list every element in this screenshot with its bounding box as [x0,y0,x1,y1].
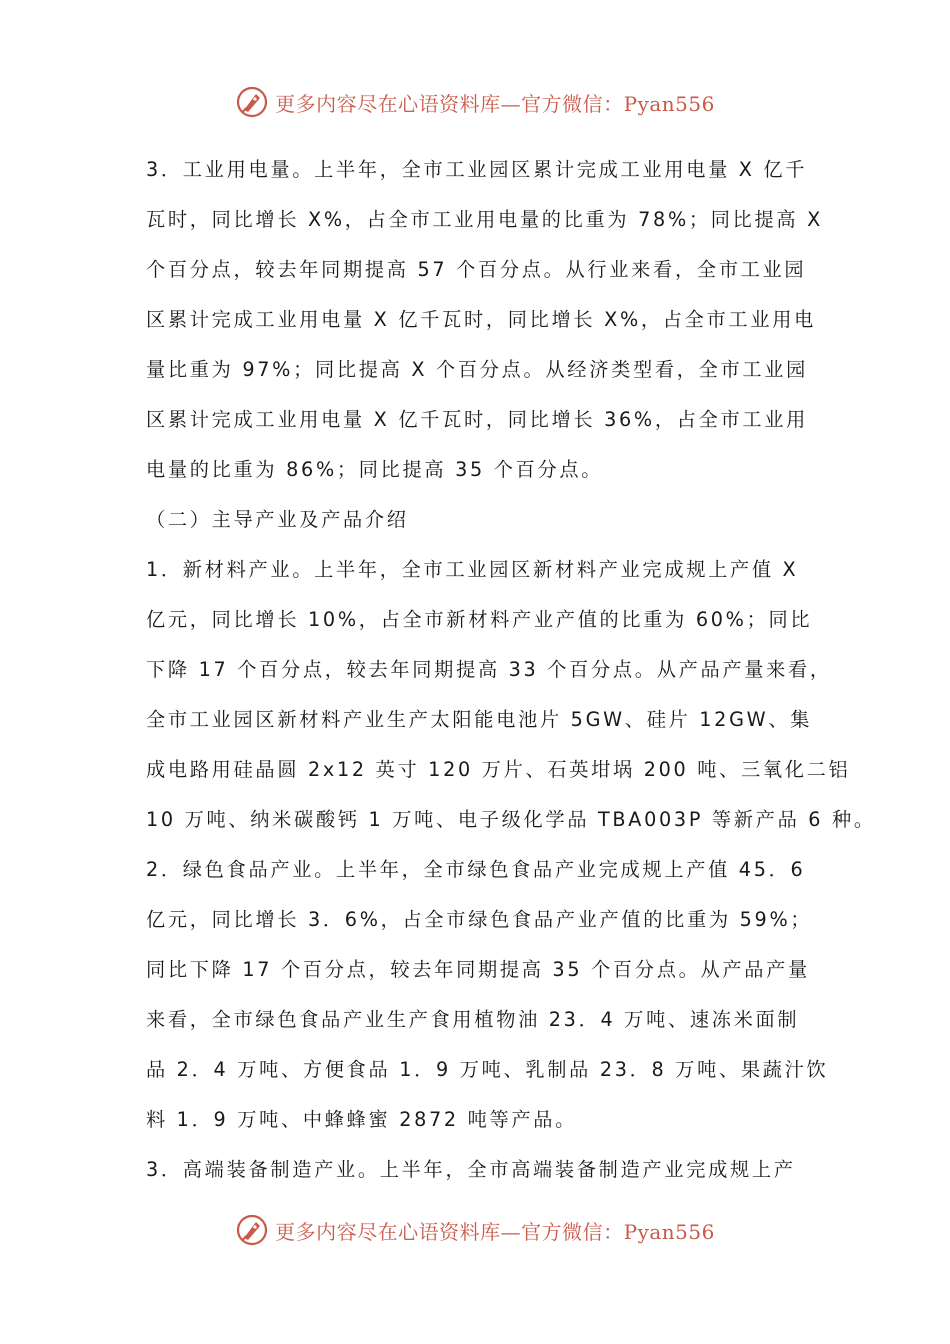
text-line: 亿元，同比增长 3．6%，占全市绿色食品产业产值的比重为 59%； [146,908,813,931]
watermark-group [235,1213,715,1247]
text-line: 电量的比重为 86%；同比提高 35 个百分点。 [146,458,604,481]
text-line: 3．高端装备制造产业。上半年，全市高端装备制造产业完成规上产 [146,1158,796,1181]
pen-nib-circle-icon [235,85,269,119]
pen-nib-circle-icon [235,1213,269,1247]
text-line: 料 1．9 万吨、中蜂蜂蜜 2872 吨等产品。 [146,1108,578,1131]
text-line: 亿元，同比增长 10%，占全市新材料产业产值的比重为 60%；同比 [146,608,813,631]
text-line: 3．工业用电量。上半年，全市工业园区累计完成工业用电量 X 亿千 [146,158,808,181]
watermark-text: 更多内容尽在心语资料库—官方微信：Pyan556 [275,91,715,116]
text-line: 品 2．4 万吨、方便食品 1．9 万吨、乳制品 23．8 万吨、果蔬汁饮 [146,1058,829,1081]
text-line: 区累计完成工业用电量 X 亿千瓦时，同比增长 X%，占全市工业用电 [146,308,816,331]
text-line: 个百分点，较去年同期提高 57 个百分点。从行业来看，全市工业园 [146,258,807,281]
text-line: 量比重为 97%；同比提高 X 个百分点。从经济类型看，全市工业园 [146,358,809,381]
text-line: 1．新材料产业。上半年，全市工业园区新材料产业完成规上产值 X [146,558,799,581]
text-line: 2．绿色食品产业。上半年，全市绿色食品产业完成规上产值 45．6 [146,858,806,881]
section-heading: （二）主导产业及产品介绍 [146,508,409,531]
text-line: 10 万吨、纳米碳酸钙 1 万吨、电子级化学品 TBA003P 等新产品 6 种。 [146,808,876,831]
header-watermark [0,82,950,122]
text-line: 区累计完成工业用电量 X 亿千瓦时，同比增长 36%，占全市工业用 [146,408,809,431]
text-line: 成电路用硅晶圆 2x12 英寸 120 万片、石英坩埚 200 吨、三氧化二铝 [146,758,851,781]
text-line: 下降 17 个百分点，较去年同期提高 33 个百分点。从产品产量来看， [146,658,832,681]
footer-watermark [0,1210,950,1250]
text-line: 瓦时，同比增长 X%，占全市工业用电量的比重为 78%；同比提高 X [146,208,823,231]
watermark-group [235,85,715,119]
watermark-text: 更多内容尽在心语资料库—官方微信：Pyan556 [275,1219,715,1244]
document-body [146,148,876,1198]
text-line: 全市工业园区新材料产业生产太阳能电池片 5GW、硅片 12GW、集 [146,708,813,731]
text-line: 来看，全市绿色食品产业生产食用植物油 23．4 万吨、速冻米面制 [146,1008,800,1031]
text-line: 同比下降 17 个百分点，较去年同期提高 35 个百分点。从产品产量 [146,958,810,981]
